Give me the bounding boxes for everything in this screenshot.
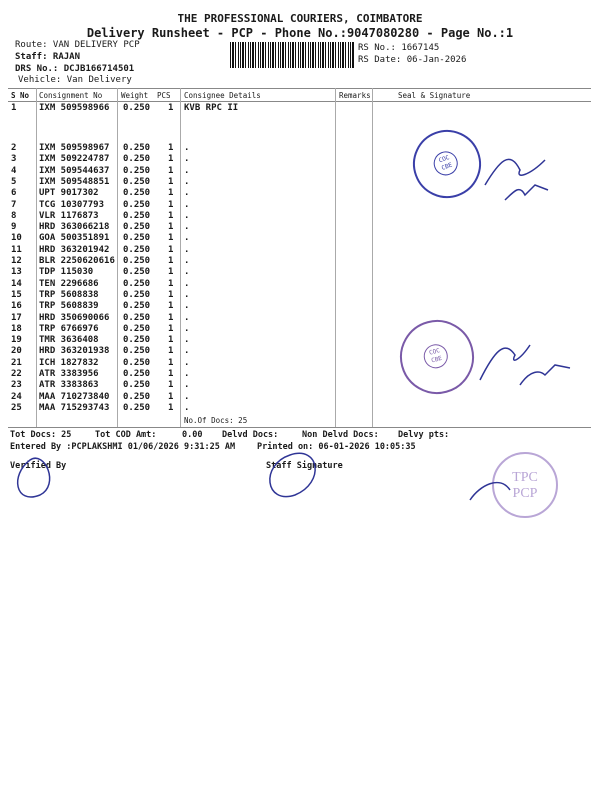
pcs: 1 xyxy=(168,391,174,402)
no-of-docs: No.Of Docs: 25 xyxy=(184,416,248,425)
consignment-no: TDP 115030 xyxy=(39,267,94,278)
staff-signature: Staff Signature xyxy=(266,461,343,471)
consignment-no: IXM 509598967 xyxy=(39,143,110,153)
pcs: 1 xyxy=(168,199,174,210)
pcs: 1 xyxy=(168,165,174,176)
pcs: 1 xyxy=(168,210,174,221)
weight: 0.250 xyxy=(123,301,151,312)
weight: 0.250 xyxy=(123,233,151,244)
consignee-details: . xyxy=(184,369,190,379)
pcs: 1 xyxy=(168,346,174,357)
rs-date: RS Date: 06-Jan-2026 xyxy=(358,55,467,65)
runsheet-subtitle: Delivery Runsheet - PCP - Phone No.:9047080280 - Page No.:1 xyxy=(86,26,514,40)
pcs: 1 xyxy=(168,301,174,312)
delvy-pts: Delvy pts: xyxy=(398,430,450,440)
consignment-no: HRD 350690066 xyxy=(39,312,110,323)
verified-by: Verified By xyxy=(10,461,67,471)
entered-by: Entered By :PCPLAKSHMI 01/06/2026 9:31:25 AM xyxy=(10,442,236,452)
weight: 0.250 xyxy=(123,210,151,221)
weight: 0.250 xyxy=(123,312,151,323)
consignment-no: ATR 3383956 xyxy=(39,369,99,379)
pcs: 1 xyxy=(168,289,174,300)
rs-no: RS No.: 1667145 xyxy=(358,43,440,53)
consignee-details: . xyxy=(184,357,190,368)
pcs: 1 xyxy=(168,256,174,266)
consignee-details: . xyxy=(184,256,190,266)
row-sno: 8 xyxy=(11,210,17,221)
row-sno: 23 xyxy=(11,380,22,391)
weight: 0.250 xyxy=(123,323,151,334)
consignment-no: UPT 9017302 xyxy=(39,188,99,199)
consignee-details: . xyxy=(184,289,190,300)
pcs: 1 xyxy=(168,222,174,233)
consignee-details: . xyxy=(184,380,190,391)
consignee-details: . xyxy=(184,335,190,346)
weight: 0.250 xyxy=(123,176,151,187)
col-weight: Weight xyxy=(121,91,149,100)
pcs: 1 xyxy=(168,176,174,187)
row-sno: 15 xyxy=(11,289,22,300)
pcs: 1 xyxy=(168,402,174,413)
tpc-stamp: TPC PCP xyxy=(492,452,558,518)
consignee-details: . xyxy=(184,176,190,187)
row-sno: 14 xyxy=(11,278,22,289)
row-sno: 17 xyxy=(11,312,22,323)
row-sno: 19 xyxy=(11,335,22,346)
consignee-details: . xyxy=(184,312,190,323)
weight: 0.250 xyxy=(123,188,151,199)
pcs: 1 xyxy=(168,143,174,153)
pcs: 1 xyxy=(168,154,174,165)
pcs: 1 xyxy=(168,103,174,113)
weight: 0.250 xyxy=(123,346,151,357)
row-sno: 12 xyxy=(11,256,22,266)
row-sno: 25 xyxy=(11,402,22,413)
weight: 0.250 xyxy=(123,402,151,413)
pcs: 1 xyxy=(168,233,174,244)
consignment-no: HRD 363201942 xyxy=(39,244,110,255)
consignment-no: TCG 10307793 xyxy=(39,199,105,210)
row-sno: 6 xyxy=(11,188,17,199)
weight: 0.250 xyxy=(123,143,151,153)
pcs: 1 xyxy=(168,335,174,346)
consignee-details: . xyxy=(184,301,190,312)
delvd-docs: Delvd Docs: xyxy=(222,430,279,440)
route: Route: VAN DELIVERY PCP xyxy=(15,40,140,50)
pcs: 1 xyxy=(168,267,174,278)
pcs: 1 xyxy=(168,369,174,379)
weight: 0.250 xyxy=(123,256,151,266)
tot-cod: Tot COD Amt: 0.00 xyxy=(95,430,203,440)
weight: 0.250 xyxy=(123,199,151,210)
consignee-details: . xyxy=(184,278,190,289)
consignment-no: IXM 509224787 xyxy=(39,154,110,165)
non-delvd-docs: Non Delvd Docs: xyxy=(302,430,379,440)
consignee-details: . xyxy=(184,323,190,334)
consignment-no: GOA 500351891 xyxy=(39,233,110,244)
col-pcs: PCS xyxy=(157,91,171,100)
col-sno: S No xyxy=(11,91,30,100)
consignment-no: TRP 5608838 xyxy=(39,289,99,300)
consignee-details: . xyxy=(184,233,190,244)
row-sno: 16 xyxy=(11,301,22,312)
weight: 0.250 xyxy=(123,267,151,278)
pcs: 1 xyxy=(168,357,174,368)
row-sno: 9 xyxy=(11,222,17,233)
drs-no: DRS No.: DCJB166714501 xyxy=(15,64,135,74)
consignment-no: IXM 509544637 xyxy=(39,165,110,176)
weight: 0.250 xyxy=(123,244,151,255)
row-sno: 3 xyxy=(11,154,17,165)
bank-stamp-1: COC CBE xyxy=(403,120,490,207)
pcs: 1 xyxy=(168,244,174,255)
pcs: 1 xyxy=(168,323,174,334)
consignee-details: . xyxy=(184,199,190,210)
consignment-no: IXM 509548851 xyxy=(39,176,110,187)
weight: 0.250 xyxy=(123,357,151,368)
row-sno: 20 xyxy=(11,346,22,357)
consignee-details: . xyxy=(184,143,190,153)
row-sno: 1 xyxy=(11,103,17,113)
consignment-no: HRD 363201938 xyxy=(39,346,110,357)
tot-docs: Tot Docs: 25 xyxy=(10,430,72,440)
pcs: 1 xyxy=(168,312,174,323)
col-consignee: Consignee Details xyxy=(184,91,261,100)
row-sno: 2 xyxy=(11,143,17,153)
staff: Staff: RAJAN xyxy=(15,52,81,62)
consignment-no: TRP 6766976 xyxy=(39,323,99,334)
col-seal: Seal & Signature xyxy=(398,91,471,100)
weight: 0.250 xyxy=(123,154,151,165)
consignment-no: HRD 363066218 xyxy=(39,222,110,233)
consignment-no: TRP 5608839 xyxy=(39,301,99,312)
row-sno: 21 xyxy=(11,357,22,368)
consignee-details: . xyxy=(184,267,190,278)
col-consignment: Consignment No xyxy=(39,91,103,100)
consignment-no: VLR 1176873 xyxy=(39,210,99,221)
weight: 0.250 xyxy=(123,103,151,113)
row-sno: 13 xyxy=(11,267,22,278)
weight: 0.250 xyxy=(123,391,151,402)
row-sno: 7 xyxy=(11,199,17,210)
vehicle: Vehicle: Van Delivery xyxy=(18,75,132,85)
row-sno: 18 xyxy=(11,323,22,334)
consignee-details: . xyxy=(184,402,190,413)
consignment-no: TEN 2296686 xyxy=(39,278,99,289)
weight: 0.250 xyxy=(123,335,151,346)
pcs: 1 xyxy=(168,380,174,391)
bank-stamp-2: COC CBE xyxy=(392,312,483,403)
consignee-details: . xyxy=(184,244,190,255)
consignment-no: ICH 1827832 xyxy=(39,357,99,368)
row-sno: 5 xyxy=(11,176,17,187)
printed-on: Printed on: 06-01-2026 10:05:35 xyxy=(257,442,416,452)
consignment-no: TMR 3636408 xyxy=(39,335,99,346)
consignee-details: . xyxy=(184,346,190,357)
consignee-details: KVB RPC II xyxy=(184,103,239,113)
company-title: THE PROFESSIONAL COURIERS, COIMBATORE xyxy=(177,12,423,25)
pcs: 1 xyxy=(168,188,174,199)
weight: 0.250 xyxy=(123,380,151,391)
consignee-details: . xyxy=(184,391,190,402)
row-sno: 10 xyxy=(11,233,22,244)
row-sno: 24 xyxy=(11,391,22,402)
row-sno: 11 xyxy=(11,244,22,255)
row-sno: 4 xyxy=(11,165,17,176)
consignment-no: MAA 710273840 xyxy=(39,391,110,402)
consignment-no: ATR 3383863 xyxy=(39,380,99,391)
consignee-details: . xyxy=(184,154,190,165)
weight: 0.250 xyxy=(123,289,151,300)
weight: 0.250 xyxy=(123,369,151,379)
col-remarks: Remarks xyxy=(339,91,371,100)
consignee-details: . xyxy=(184,222,190,233)
consignee-details: . xyxy=(184,210,190,221)
row-sno: 22 xyxy=(11,369,22,379)
pcs: 1 xyxy=(168,278,174,289)
consignee-details: . xyxy=(184,188,190,199)
weight: 0.250 xyxy=(123,278,151,289)
consignment-no: BLR 2250620616 xyxy=(39,256,115,266)
weight: 0.250 xyxy=(123,165,151,176)
weight: 0.250 xyxy=(123,222,151,233)
consignee-details: . xyxy=(184,165,190,176)
consignment-no: IXM 509598966 xyxy=(39,103,110,113)
consignment-no: MAA 715293743 xyxy=(39,402,110,413)
